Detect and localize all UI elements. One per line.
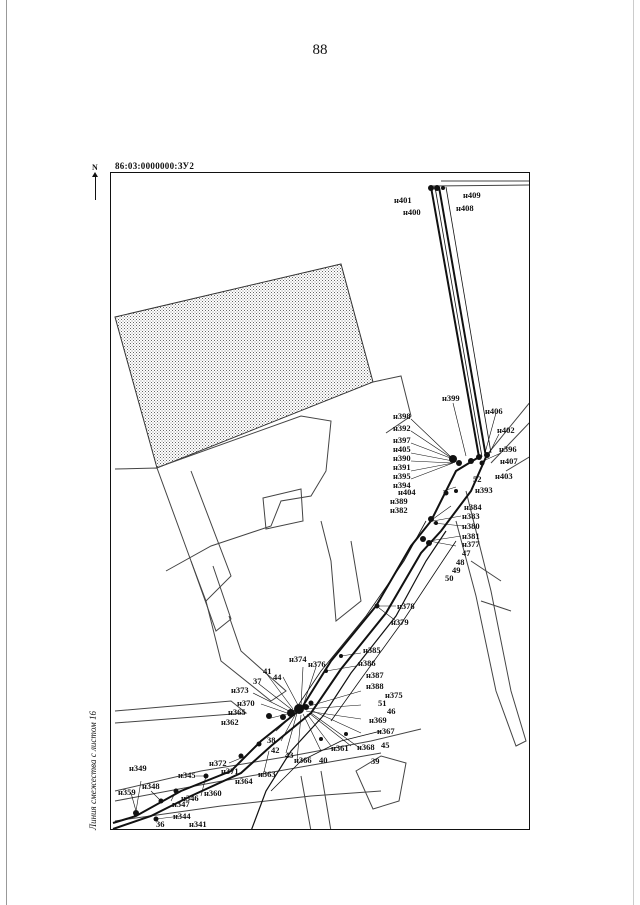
point-label: н348 xyxy=(142,781,160,791)
point-label: н362 xyxy=(221,717,239,727)
point-label: н372 xyxy=(209,758,227,768)
point-label: н388 xyxy=(366,681,384,691)
point-label: 40 xyxy=(319,755,328,765)
point-label: 46 xyxy=(387,706,396,716)
point-label: н349 xyxy=(129,763,147,773)
point-label: н387 xyxy=(366,670,384,680)
point-label: н366 xyxy=(294,755,312,765)
north-arrow-icon xyxy=(90,163,102,203)
point-label: н392 xyxy=(393,423,411,433)
map-frame xyxy=(110,172,530,830)
point-label: 49 xyxy=(452,565,461,575)
point-label: н371 xyxy=(221,766,239,776)
point-label: н402 xyxy=(497,425,515,435)
point-label: н404 xyxy=(398,487,416,497)
point-label: н381 xyxy=(462,531,480,541)
point-label: н378 xyxy=(397,601,415,611)
point-label: 43 xyxy=(285,750,294,760)
point-label: 38 xyxy=(267,735,276,745)
point-label: н382 xyxy=(390,505,408,515)
point-label: н341 xyxy=(189,819,207,829)
point-label: 50 xyxy=(445,573,454,583)
point-label: н399 xyxy=(442,393,460,403)
point-label: 51 xyxy=(378,698,387,708)
point-label: н346 xyxy=(181,793,199,803)
point-label: н370 xyxy=(237,698,255,708)
point-label: н364 xyxy=(235,776,253,786)
page-edge-left xyxy=(6,0,7,905)
point-label: н403 xyxy=(495,471,513,481)
north-label: N xyxy=(92,163,98,172)
point-label: н407 xyxy=(500,456,518,466)
point-label: н406 xyxy=(485,406,503,416)
adjacency-note: Линия смежества с листом 16 xyxy=(88,710,98,830)
point-label: н383 xyxy=(462,511,480,521)
point-label: н408 xyxy=(456,203,474,213)
point-label: н400 xyxy=(403,207,421,217)
page-edge-right xyxy=(633,0,634,905)
point-label: н368 xyxy=(357,742,375,752)
point-label: н361 xyxy=(331,743,349,753)
point-label: н367 xyxy=(377,726,395,736)
point-label: н345 xyxy=(178,770,196,780)
point-label: н380 xyxy=(462,521,480,531)
point-label: 47 xyxy=(462,548,471,558)
point-label: н365 xyxy=(228,707,246,717)
point-label: н344 xyxy=(173,811,191,821)
point-label: 52 xyxy=(473,474,482,484)
point-label: н376 xyxy=(308,659,326,669)
point-label: 36 xyxy=(156,819,165,829)
parcel-title: 86:03:0000000:ЗУ2 xyxy=(115,161,195,171)
point-label: 37 xyxy=(253,676,262,686)
point-label: 44 xyxy=(273,672,282,682)
point-label: н405 xyxy=(393,444,411,454)
point-label: н396 xyxy=(499,444,517,454)
point-label: н373 xyxy=(231,685,249,695)
point-label: н379 xyxy=(391,617,409,627)
point-label: 39 xyxy=(371,756,380,766)
point-label: н363 xyxy=(258,769,276,779)
point-label: н347 xyxy=(172,799,190,809)
point-label: н386 xyxy=(358,658,376,668)
point-label: н398 xyxy=(393,411,411,421)
point-label: н377 xyxy=(462,539,480,549)
point-label: н401 xyxy=(394,195,412,205)
dotted-parcel xyxy=(115,264,373,468)
point-label: н384 xyxy=(464,502,482,512)
point-label: н394 xyxy=(393,480,411,490)
point-label: 48 xyxy=(456,557,465,567)
point-label: н409 xyxy=(463,190,481,200)
point-label: н375 xyxy=(385,690,403,700)
leader-lines xyxy=(131,403,501,819)
point-label: н397 xyxy=(393,435,411,445)
point-label: н360 xyxy=(204,788,222,798)
point-label: н369 xyxy=(369,715,387,725)
point-label: 42 xyxy=(271,745,280,755)
point-label: н374 xyxy=(289,654,307,664)
point-label: 41 xyxy=(263,666,272,676)
point-label: н395 xyxy=(393,471,411,481)
point-label: н393 xyxy=(475,485,493,495)
point-label: н389 xyxy=(390,496,408,506)
cadastral-map xyxy=(111,173,530,830)
page-number: 88 xyxy=(312,42,328,58)
point-label: 45 xyxy=(381,740,390,750)
point-label: н385 xyxy=(363,645,381,655)
point-label: н390 xyxy=(393,453,411,463)
point-label: н359 xyxy=(118,787,136,797)
point-label: н391 xyxy=(393,462,411,472)
